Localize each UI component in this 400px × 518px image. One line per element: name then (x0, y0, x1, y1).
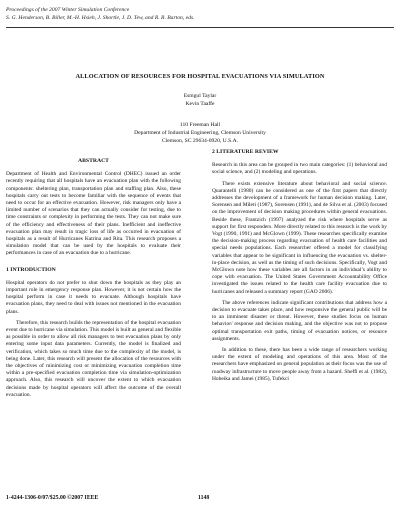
affiliation-line: Department of Industrial Engineering, Clemson University (134, 130, 266, 137)
proceedings-editors: S. G. Henderson, B. Biller, M.-H. Hsieh, J. Shortle, J. D. Tew, and R. R. Barton, eds. (6, 15, 195, 21)
literature-heading: 2 LITERATURE REVIEW (212, 149, 279, 155)
left-column (6, 158, 181, 403)
affiliation (0, 121, 400, 146)
proceedings-header (6, 6, 386, 22)
right-column (212, 149, 387, 387)
abstract-text: Department of Health and Environmental Control (DHEC) issued an order recently requiring that all hospitals have an evacuation plan with the following components: sheltering plan, transportation plan and staffing plan. Also, these hospitals carry out tests to become familiar with the sequence of events that need to occur for an effective evacuation. However, risk managers only have a limited number of scenarios that they can actually consider for testing, due to time constraints or complexity in performing the tests. They can not make sure of the efficiency and effectiveness of their plans. Inefficient and ineffective evacuation plan may result in tragic loss of life as occurred in evacuation of hospitals as a result of Hurricanes Katrina and Rita. This research proposes a simulation model that can be used by the hospitals to evaluate their performances in case of an evacuation due to a hurricane. (6, 171, 181, 257)
isbn-copyright: 1-4244-1306-0/07/$25.00 ©2007 IEEE (6, 495, 99, 501)
author-name: Kevin Taaffe (185, 101, 215, 108)
author-list (0, 92, 400, 108)
paragraph: In addition to these, there has been a wide range of researchers working under the extent of modeling and operations of this area. Most of the researchers have emphasized on general population as their focus was the use of roadway infrastructure to move people away from a hazard. Sheffi et al. (1982), Hobeika and Jamei (1985), Tufekci (212, 347, 387, 382)
introduction-heading: 1 INTRODUCTION (6, 266, 56, 273)
paragraph: Therefore, this research builds the representation of the hospital evacuation event due to hurricane via simulation. This model is built as general and flexible as possible in order to allow all risk managers to test evacuation plans by only entering some input data parameters. Currently, the model is finalized and verification, which takes so much time due to the complexity of the model, is being done. Later, this research will present the allocation of the resources with the objectives of minimizing cost or minimizing evacuation completion time within a pre-specified evacuation completion time via simulation-optimization approach. Also, this research will uncover the extent to which evacuation decisions made by hospital operators will affect the outcome of the overall evacuation. (6, 319, 181, 398)
page-number: 1148 (198, 495, 210, 501)
affiliation-line: Clemson, SC 29634-0920, U.S.A. (161, 138, 239, 145)
paragraph: There exists extensive literature about behavioral and social science. Quarantelli (1980) can be considered as one of the first papers that directly addresses the development of a framework for human decision making. Later, Sorensen and Mileti (1987), Sorensen (1991), and de Silva et al. (2003) focused on the improvement of decision making procedures within general evacuations. Beside these, Frantzich (1997) analyzed the risk where hospitals serve as support for first responders. More directly related to this research is the work by Vogt (1990, 1991) and McGlown (1999). These researches specifically examine the decision-making process regarding evacuation of health care facilities and special needs populations. Each researcher offered a model for classifying variables that appear to be significant in influencing the evacuation vs. shelter-in-place decision, as well as the timing of such decisions. Specifically, Vogt and McGlown note how these variables are all factors in an individual’s ability to cope with evacuation. The United States Government Accountability Office investigated the issues related to the health care facility evacuation due to hurricanes and released a summary report (GAO 2006). (212, 180, 387, 295)
author-name: Esmgul Taylar (183, 93, 217, 99)
affiliation-line: 110 Freeman Hall (179, 122, 221, 128)
paragraph: The above references indicate significant contributions that address how a decision to evacuate takes place, and how responsive the general public will be to an imminent disaster or threat. However, these studies focus on human behavior/ response and decision making, and the objective was not to propose optimal transportation exit paths, timing of evacuation notices, or resource assignments. (212, 299, 387, 342)
paper-title: ALLOCATION OF RESOURCES FOR HOSPITAL EVACUATIONS VIA SIMULATION (75, 73, 325, 80)
abstract-heading: ABSTRACT (78, 158, 109, 164)
header-rule (6, 27, 394, 28)
paragraph: Hospital operators do not prefer to shut down the hospitals as they play an important role in emergency response plan. However, it is not certain how the hospital perform in case it needs to evacuate. Although hospitals have evacuation plans, they need to deal with issues not mentioned in the evacuation plans. (6, 279, 181, 315)
proceedings-title: Proceedings of the 2007 Winter Simulation Conference (6, 7, 130, 13)
paragraph: Research in this area can be grouped in two main categories: (1) behavioral and social science, and (2) modeling and operations. (212, 162, 387, 176)
